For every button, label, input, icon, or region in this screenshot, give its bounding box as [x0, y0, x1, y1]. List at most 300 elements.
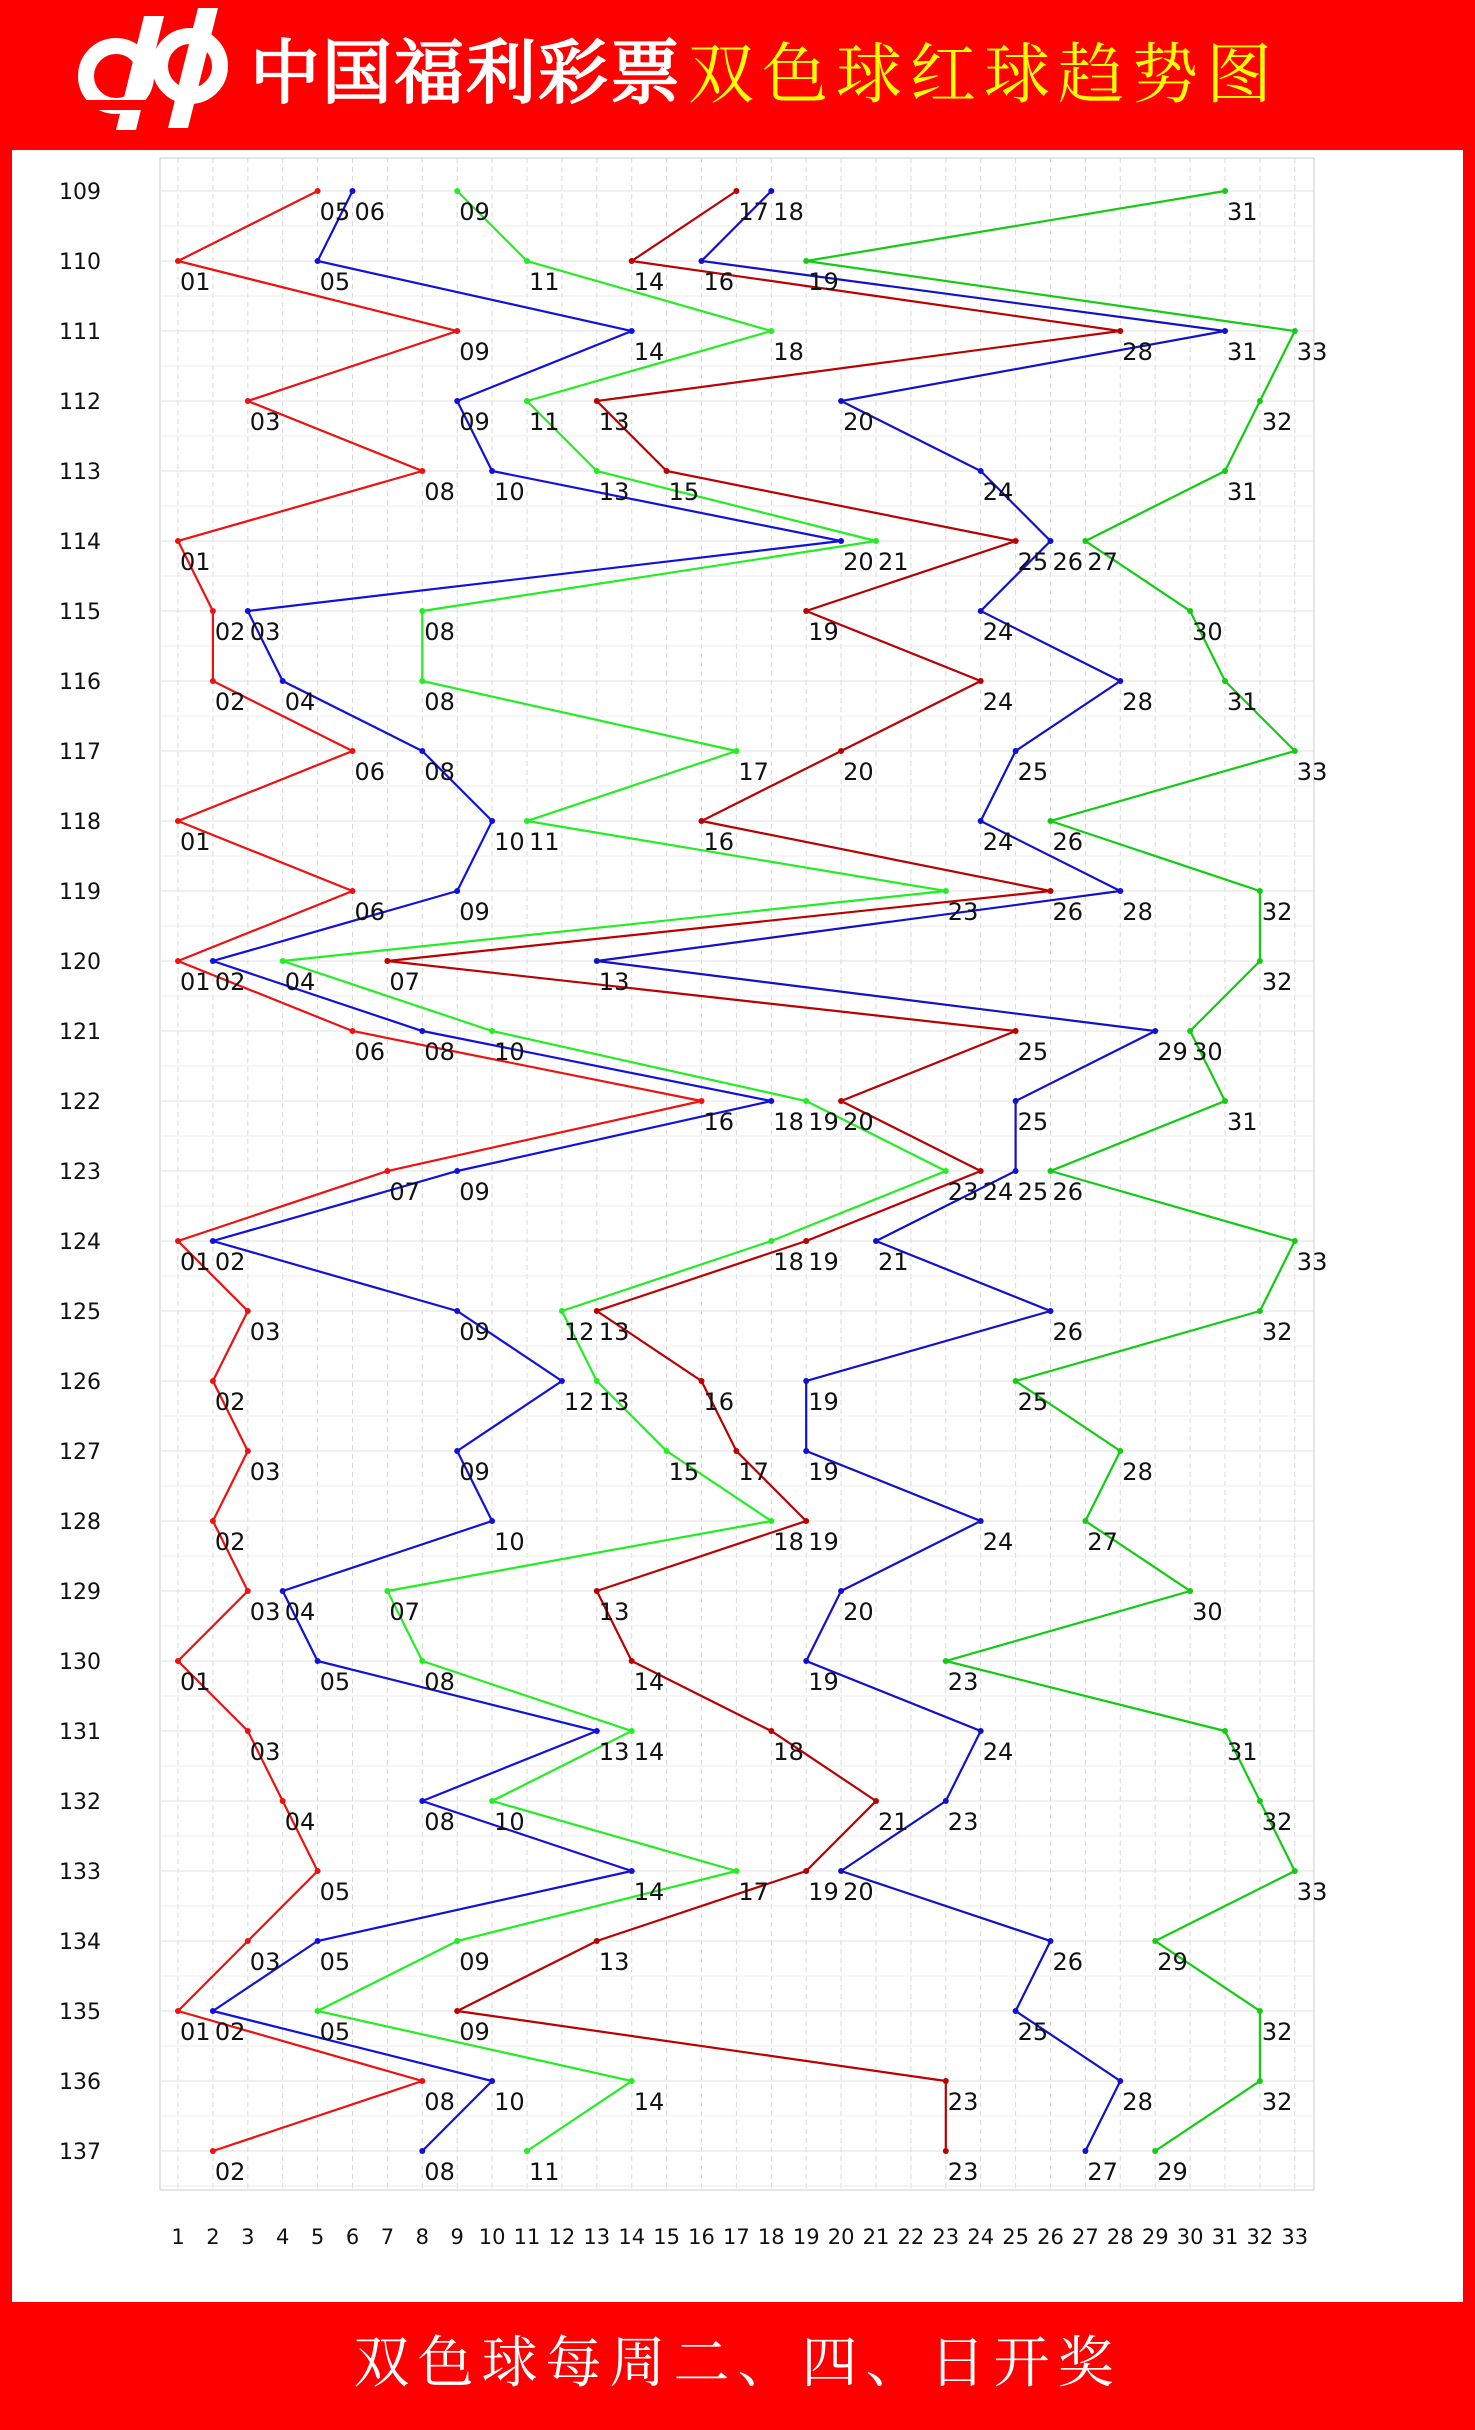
data-label: 02 [214, 1248, 246, 1276]
data-label: 08 [424, 1808, 455, 1836]
data-label: 24 [982, 618, 1014, 646]
data-point [419, 608, 425, 614]
x-tick-label: 4 [276, 2225, 290, 2249]
data-label: 16 [703, 268, 735, 296]
data-point [803, 1378, 809, 1384]
data-label: 32 [1261, 1808, 1293, 1836]
data-label: 23 [947, 898, 979, 926]
data-point [1292, 1238, 1298, 1244]
data-label: 27 [1087, 1528, 1118, 1556]
data-label: 03 [249, 618, 281, 646]
data-label: 04 [284, 1808, 316, 1836]
data-label: 03 [249, 1948, 281, 1976]
data-label: 32 [1261, 898, 1293, 926]
data-label: 25 [1017, 548, 1049, 576]
data-point [384, 1588, 390, 1594]
data-label: 02 [214, 1388, 246, 1416]
data-label: 12 [563, 1388, 595, 1416]
data-label: 19 [808, 1878, 839, 1906]
draw-number: 126 [59, 1370, 101, 1395]
data-point [803, 1518, 809, 1524]
data-point [1152, 1938, 1158, 1944]
data-label: 25 [1017, 758, 1049, 786]
data-point [1117, 1448, 1123, 1454]
data-label: 18 [773, 198, 804, 226]
data-label: 13 [598, 968, 630, 996]
data-point [210, 2008, 216, 2014]
data-point [210, 1518, 216, 1524]
data-point [1048, 538, 1054, 544]
chart-title: 双色球红球趋势图 [688, 36, 1280, 113]
data-point [245, 1728, 251, 1734]
data-point [175, 958, 181, 964]
data-point [454, 2008, 460, 2014]
draw-number: 133 [59, 1860, 101, 1885]
x-tick-label: 18 [757, 2225, 785, 2249]
data-point [1048, 1168, 1054, 1174]
data-label: 07 [389, 968, 420, 996]
data-point [1152, 1028, 1158, 1034]
data-point [1222, 1098, 1228, 1104]
x-tick-label: 19 [792, 2225, 820, 2249]
x-tick-label: 16 [688, 2225, 715, 2249]
data-label: 17 [738, 1458, 769, 1486]
data-label: 02 [214, 2018, 246, 2046]
data-point [210, 1378, 216, 1384]
data-point [803, 1448, 809, 1454]
data-point [978, 468, 984, 474]
data-point [803, 1098, 809, 1104]
data-label: 05 [319, 2018, 351, 2046]
data-label: 08 [424, 1668, 455, 1696]
data-point [1222, 188, 1228, 194]
draw-number: 127 [59, 1440, 101, 1465]
data-label: 02 [214, 618, 246, 646]
data-point [594, 468, 600, 474]
data-point [978, 1728, 984, 1734]
data-point [978, 678, 984, 684]
data-label: 25 [1017, 1108, 1049, 1136]
data-label: 10 [494, 1808, 525, 1836]
trend-chart [12, 150, 1463, 2302]
data-label: 27 [1087, 548, 1118, 576]
data-point [454, 1168, 460, 1174]
data-point [489, 1518, 495, 1524]
data-point [175, 258, 181, 264]
data-point [629, 1658, 635, 1664]
draw-number: 134 [59, 1930, 101, 1955]
data-label: 14 [633, 2088, 665, 2116]
data-label: 08 [424, 2088, 455, 2116]
data-point [1257, 958, 1263, 964]
data-label: 04 [284, 688, 316, 716]
data-point [280, 958, 286, 964]
data-point [768, 1238, 774, 1244]
x-tick-label: 10 [478, 2225, 506, 2249]
data-point [210, 958, 216, 964]
data-label: 33 [1296, 1248, 1328, 1276]
chart-panel [12, 150, 1463, 2302]
x-tick-label: 23 [932, 2225, 960, 2249]
data-label: 24 [982, 1738, 1014, 1766]
data-point [1257, 2078, 1263, 2084]
data-label: 01 [180, 968, 211, 996]
data-point [873, 538, 879, 544]
data-point [803, 1868, 809, 1874]
x-tick-label: 21 [862, 2225, 890, 2249]
data-point [594, 1588, 600, 1594]
draw-number: 111 [59, 320, 101, 345]
data-point [175, 1238, 181, 1244]
data-point [803, 608, 809, 614]
data-label: 01 [180, 1248, 211, 1276]
x-tick-label: 20 [827, 2225, 855, 2249]
data-point [419, 2148, 425, 2154]
data-point [1257, 1798, 1263, 1804]
data-label: 25 [1017, 1178, 1049, 1206]
data-label: 13 [598, 1738, 630, 1766]
data-point [699, 1378, 705, 1384]
data-point [384, 1168, 390, 1174]
data-label: 28 [1122, 1458, 1153, 1486]
data-point [594, 398, 600, 404]
data-point [943, 1658, 949, 1664]
data-point [1222, 328, 1228, 334]
data-point [838, 748, 844, 754]
draw-number: 124 [59, 1230, 101, 1255]
header [0, 0, 1475, 150]
data-label: 26 [1052, 548, 1084, 576]
data-label: 09 [459, 338, 490, 366]
data-point [1013, 1168, 1019, 1174]
data-point [594, 1308, 600, 1314]
data-point [594, 1728, 600, 1734]
data-label: 29 [1157, 2158, 1188, 2186]
data-label: 20 [843, 408, 874, 436]
data-point [419, 2078, 425, 2084]
draw-number: 119 [59, 880, 101, 905]
data-point [175, 818, 181, 824]
data-point [629, 328, 635, 334]
data-point [1187, 1028, 1193, 1034]
data-label: 20 [843, 1878, 874, 1906]
data-point [315, 1658, 321, 1664]
data-label: 08 [424, 2158, 455, 2186]
data-point [419, 1028, 425, 1034]
data-label: 30 [1192, 618, 1223, 646]
data-label: 24 [982, 478, 1014, 506]
x-tick-label: 27 [1072, 2225, 1099, 2249]
data-point [978, 1168, 984, 1174]
data-point [1013, 748, 1019, 754]
x-tick-label: 25 [1002, 2225, 1029, 2249]
data-label: 14 [633, 1878, 665, 1906]
data-point [489, 1798, 495, 1804]
data-label: 19 [808, 618, 839, 646]
data-label: 20 [843, 758, 874, 786]
data-point [838, 398, 844, 404]
data-label: 05 [319, 1948, 351, 1976]
x-tick-label: 12 [548, 2225, 576, 2249]
data-point [419, 678, 425, 684]
data-point [210, 1238, 216, 1244]
data-label: 32 [1261, 968, 1293, 996]
data-point [1257, 398, 1263, 404]
data-point [1222, 468, 1228, 474]
x-tick-label: 13 [583, 2225, 611, 2249]
data-point [1222, 1728, 1228, 1734]
brand-name: 中国福利彩票 [250, 32, 682, 114]
data-point [594, 1378, 600, 1384]
data-point [768, 1518, 774, 1524]
data-point [664, 1448, 670, 1454]
data-point [1117, 328, 1123, 334]
data-point [350, 748, 356, 754]
data-label: 08 [424, 618, 455, 646]
data-label: 02 [214, 968, 246, 996]
data-point [454, 328, 460, 334]
x-tick-label: 7 [380, 2225, 395, 2249]
data-point [838, 1868, 844, 1874]
draw-number: 130 [59, 1650, 101, 1675]
data-label: 21 [878, 1808, 909, 1836]
data-point [245, 1938, 251, 1944]
data-point [1117, 2078, 1123, 2084]
data-label: 26 [1052, 898, 1084, 926]
data-label: 31 [1227, 478, 1258, 506]
data-label: 21 [878, 1248, 909, 1276]
data-point [210, 678, 216, 684]
draw-schedule: 双色球每周二、四、日开奖 [353, 2331, 1122, 2396]
data-label: 15 [668, 478, 700, 506]
data-point [943, 1168, 949, 1174]
data-label: 32 [1261, 2088, 1293, 2116]
x-tick-label: 29 [1141, 2225, 1169, 2249]
x-tick-label: 6 [345, 2225, 360, 2249]
data-label: 13 [598, 408, 630, 436]
data-point [419, 1798, 425, 1804]
data-point [1152, 2148, 1158, 2154]
data-label: 33 [1296, 758, 1328, 786]
data-label: 19 [808, 1458, 839, 1486]
data-label: 16 [703, 828, 735, 856]
data-point [489, 2078, 495, 2084]
data-label: 18 [773, 1738, 804, 1766]
data-label: 02 [214, 688, 246, 716]
data-label: 06 [354, 758, 386, 786]
data-point [838, 538, 844, 544]
data-point [315, 2008, 321, 2014]
data-label: 29 [1157, 1948, 1188, 1976]
data-point [175, 538, 181, 544]
data-label: 15 [668, 1458, 700, 1486]
draw-number: 117 [59, 740, 101, 765]
data-point [978, 608, 984, 614]
data-point [489, 468, 495, 474]
data-point [629, 258, 635, 264]
data-label: 06 [354, 898, 386, 926]
data-label: 02 [214, 1528, 246, 1556]
data-point [489, 1028, 495, 1034]
data-point [524, 258, 530, 264]
data-label: 30 [1192, 1038, 1223, 1066]
data-point [594, 958, 600, 964]
data-point [629, 1728, 635, 1734]
data-label: 19 [808, 1388, 839, 1416]
data-label: 26 [1052, 1948, 1084, 1976]
data-point [594, 1938, 600, 1944]
data-label: 03 [249, 1738, 281, 1766]
draw-number: 110 [59, 250, 101, 275]
data-point [838, 1588, 844, 1594]
data-label: 24 [982, 1178, 1014, 1206]
data-point [943, 2078, 949, 2084]
data-point [350, 888, 356, 894]
data-label: 11 [529, 828, 560, 856]
draw-number: 109 [59, 180, 101, 205]
data-label: 13 [598, 1948, 630, 1976]
data-point [873, 1798, 879, 1804]
data-label: 25 [1017, 1388, 1049, 1416]
data-label: 26 [1052, 1178, 1084, 1206]
x-tick-label: 22 [897, 2225, 925, 2249]
data-point [1292, 1868, 1298, 1874]
data-point [245, 1448, 251, 1454]
draw-number: 128 [59, 1510, 101, 1535]
data-label: 08 [424, 478, 455, 506]
data-label: 17 [738, 758, 769, 786]
data-label: 14 [633, 268, 665, 296]
x-tick-label: 8 [415, 2225, 429, 2249]
data-point [664, 468, 670, 474]
data-point [1257, 888, 1263, 894]
data-label: 30 [1192, 1598, 1223, 1626]
data-point [733, 1868, 739, 1874]
data-label: 19 [808, 1668, 839, 1696]
data-label: 14 [633, 1738, 665, 1766]
data-point [210, 2148, 216, 2154]
welfare-lottery-logo [78, 8, 248, 136]
data-label: 27 [1087, 2158, 1118, 2186]
data-point [1048, 1308, 1054, 1314]
data-label: 01 [180, 2018, 211, 2046]
data-label: 32 [1261, 408, 1293, 436]
x-tick-label: 5 [310, 2225, 325, 2249]
data-label: 24 [982, 1528, 1014, 1556]
data-label: 19 [808, 1528, 839, 1556]
draw-number: 135 [59, 2000, 101, 2025]
data-label: 32 [1261, 2018, 1293, 2046]
x-tick-label: 1 [171, 2225, 185, 2249]
data-point [280, 1798, 286, 1804]
data-label: 28 [1122, 2088, 1153, 2116]
x-tick-label: 30 [1176, 2225, 1204, 2249]
data-label: 14 [633, 1668, 665, 1696]
data-label: 09 [459, 198, 490, 226]
data-point [699, 818, 705, 824]
data-point [524, 398, 530, 404]
data-point [384, 958, 390, 964]
data-label: 18 [773, 338, 804, 366]
draw-number: 137 [59, 2140, 101, 2165]
data-point [419, 1658, 425, 1664]
data-label: 21 [878, 548, 909, 576]
data-point [1048, 1938, 1054, 1944]
data-point [629, 2078, 635, 2084]
data-point [245, 398, 251, 404]
data-label: 24 [982, 828, 1014, 856]
data-label: 02 [214, 2158, 246, 2186]
data-point [454, 188, 460, 194]
data-point [419, 468, 425, 474]
data-point [1048, 818, 1054, 824]
data-label: 12 [563, 1318, 595, 1346]
draw-number: 132 [59, 1790, 101, 1815]
data-point [1187, 1588, 1193, 1594]
data-label: 05 [319, 268, 351, 296]
data-label: 03 [249, 1318, 281, 1346]
draw-number: 115 [59, 600, 101, 625]
data-point [768, 1728, 774, 1734]
data-point [1292, 328, 1298, 334]
data-label: 28 [1122, 898, 1153, 926]
data-label: 33 [1296, 1878, 1328, 1906]
data-label: 18 [773, 1108, 804, 1136]
data-point [699, 258, 705, 264]
draw-number: 125 [59, 1300, 101, 1325]
data-point [768, 328, 774, 334]
data-point [350, 1028, 356, 1034]
data-point [1257, 2008, 1263, 2014]
data-label: 31 [1227, 1108, 1258, 1136]
data-label: 05 [319, 1668, 351, 1696]
data-label: 33 [1296, 338, 1328, 366]
data-label: 31 [1227, 1738, 1258, 1766]
data-point [524, 2148, 530, 2154]
data-label: 09 [459, 1318, 490, 1346]
draw-number: 116 [59, 670, 101, 695]
data-label: 26 [1052, 1318, 1084, 1346]
data-point [768, 1098, 774, 1104]
data-label: 10 [494, 1038, 525, 1066]
data-label: 20 [843, 1108, 874, 1136]
data-label: 24 [982, 688, 1014, 716]
draw-number: 112 [59, 390, 101, 415]
data-point [1292, 748, 1298, 754]
draw-number: 114 [59, 530, 101, 555]
data-point [454, 1308, 460, 1314]
data-point [803, 1658, 809, 1664]
data-label: 17 [738, 198, 769, 226]
data-label: 25 [1017, 2018, 1049, 2046]
data-label: 10 [494, 1528, 525, 1556]
data-label: 26 [1052, 828, 1084, 856]
data-label: 10 [494, 478, 525, 506]
x-tick-label: 17 [723, 2225, 750, 2249]
data-point [280, 1588, 286, 1594]
data-point [943, 888, 949, 894]
data-point [733, 748, 739, 754]
x-tick-label: 24 [967, 2225, 995, 2249]
draw-number: 120 [59, 950, 101, 975]
data-label: 23 [947, 1808, 979, 1836]
data-point [454, 398, 460, 404]
data-label: 19 [808, 1248, 839, 1276]
data-label: 25 [1017, 1038, 1049, 1066]
data-point [315, 258, 321, 264]
data-label: 18 [773, 1528, 804, 1556]
x-tick-label: 2 [206, 2225, 220, 2249]
